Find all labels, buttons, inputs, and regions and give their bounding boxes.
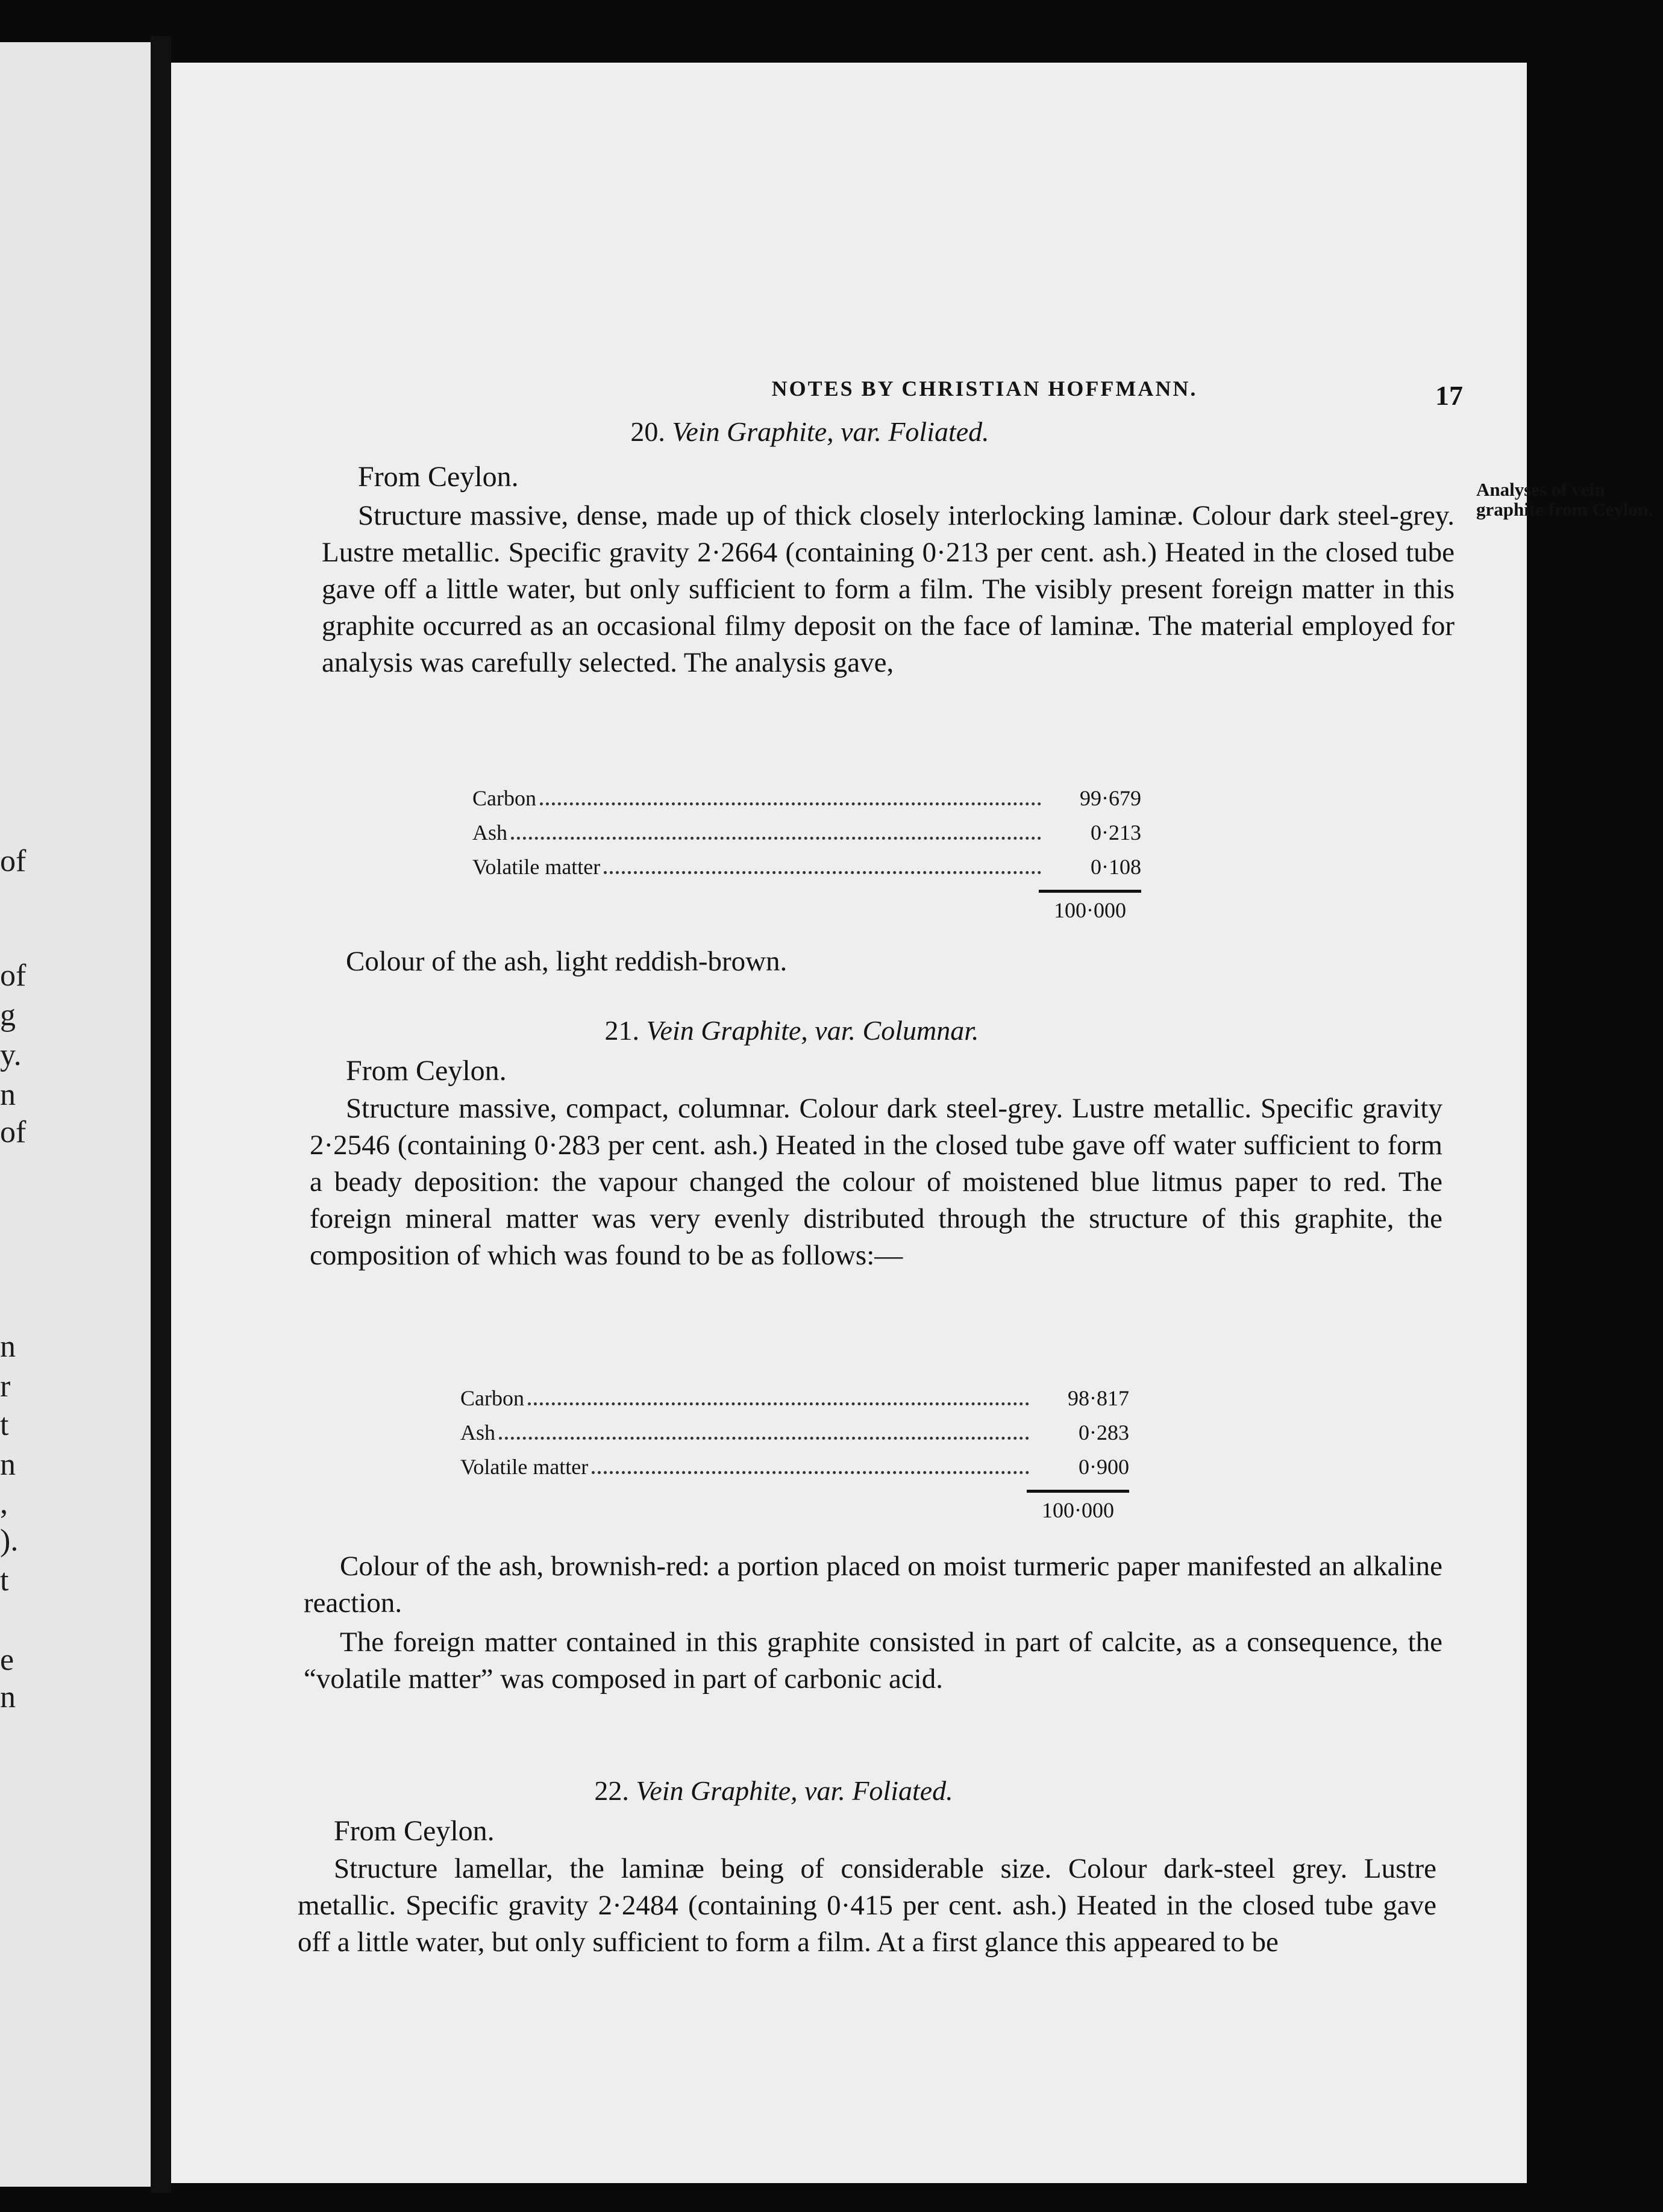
section-number: 20. bbox=[630, 416, 665, 447]
marginal-note: Analyses of vein graphite from Ceylon. bbox=[1476, 479, 1653, 520]
component-value: 0·900 bbox=[1079, 1455, 1129, 1479]
component-label: Volatile matter bbox=[472, 855, 601, 879]
facing-page-fragment: y. bbox=[0, 1038, 22, 1072]
analysis-row bbox=[472, 854, 1141, 889]
specimen-description: Structure massive, compact, columnar. Colour dark steel-grey. Lustre metallic. Specific gravity 2·2546 (containing 0·283 per cent. ash.) Heated in the closed tube gave off water sufficient to form a beady deposition: the vapour changed the colour of moistened blue litmus paper to red. The foreign mineral matter was very evenly distributed through the structure of this graphite, the composition of which was found to be as follows:— bbox=[310, 1093, 1442, 1271]
locality: From Ceylon. bbox=[334, 1815, 495, 1847]
section-number: 22. bbox=[594, 1775, 629, 1806]
facing-page-fragment: t bbox=[0, 1563, 9, 1598]
component-value: 98·817 bbox=[1068, 1386, 1129, 1410]
section-title: Vein Graphite, var. Foliated. bbox=[636, 1775, 953, 1806]
component-label: Carbon bbox=[460, 1386, 524, 1410]
running-head: NOTES BY CHRISTIAN HOFFMANN. bbox=[771, 376, 1198, 401]
book-gutter bbox=[151, 36, 171, 2193]
dot-leader bbox=[604, 871, 1041, 874]
analysis-table bbox=[460, 1386, 1129, 1523]
dot-leader bbox=[528, 1402, 1029, 1405]
analysis-row bbox=[460, 1386, 1129, 1420]
component-value: 0·213 bbox=[1091, 820, 1141, 845]
dot-leader bbox=[511, 837, 1041, 840]
facing-page-fragment: ). bbox=[0, 1523, 19, 1558]
component-label: Ash bbox=[460, 1420, 496, 1445]
facing-page-fragment: g bbox=[0, 998, 16, 1033]
component-label: Volatile matter bbox=[460, 1455, 589, 1479]
page-number: 17 bbox=[1435, 380, 1463, 411]
locality: From Ceylon. bbox=[346, 1055, 507, 1087]
analysis-table bbox=[472, 786, 1141, 923]
component-value: 99·679 bbox=[1080, 786, 1141, 810]
section-title: Vein Graphite, var. Foliated. bbox=[672, 416, 989, 447]
specimen-description: Structure lamellar, the laminæ being of considerable size. Colour dark-steel grey. Lustre metallic. Specific gravity 2·2484 (containing 0·415 per cent. ash.) Heated in the closed tube gave off a little water, but only sufficient to form a film. At a first glance this appeared to be bbox=[298, 1853, 1436, 1958]
specimen-description: Structure massive, dense, made up of thick closely interlocking laminæ. Colour dark steel-grey. Lustre metallic. Specific gravity 2·2664 (containing 0·213 per cent. ash.) Heated in the closed tube gave off a little water, but only sufficient to form a film. The visibly present foreign matter in this graphite occurred as an occasional filmy deposit on the face of laminæ. The material employed for analysis was carefully selected. The analysis gave, bbox=[322, 500, 1455, 678]
page-17 bbox=[171, 63, 1653, 2183]
facing-page-fragment: n bbox=[0, 1329, 16, 1364]
facing-page-edge bbox=[0, 42, 151, 2187]
facing-page-fragment: of bbox=[0, 958, 27, 993]
facing-page-fragment: t bbox=[0, 1408, 9, 1442]
component-label: Carbon bbox=[472, 786, 536, 810]
analysis-row bbox=[460, 1454, 1129, 1489]
facing-page-fragment: r bbox=[0, 1369, 11, 1404]
facing-page-fragment: n bbox=[0, 1680, 16, 1714]
component-value: 0·283 bbox=[1079, 1420, 1129, 1445]
component-label: Ash bbox=[472, 820, 508, 845]
locality: From Ceylon. bbox=[358, 461, 519, 493]
dot-leader bbox=[592, 1471, 1029, 1474]
facing-page-fragment: e bbox=[0, 1643, 14, 1677]
facing-page-fragment: n bbox=[0, 1078, 16, 1112]
foreign-matter-note: The foreign matter contained in this graphite consisted in part of calcite, as a consequence, the “volatile matter” was composed in part of carbonic acid. bbox=[304, 1626, 1442, 1695]
analysis-total: 100·000 bbox=[1054, 898, 1126, 922]
component-value: 0·108 bbox=[1091, 855, 1141, 879]
analysis-row bbox=[460, 1420, 1129, 1454]
section-title: Vein Graphite, var. Columnar. bbox=[646, 1015, 979, 1046]
facing-page-fragment: of bbox=[0, 844, 27, 878]
ash-colour-note: Colour of the ash, brownish-red: a portion placed on moist turmeric paper manifested an alkaline reaction. bbox=[304, 1551, 1442, 1619]
ash-colour-note: Colour of the ash, light reddish-brown. bbox=[346, 946, 788, 977]
analysis-row bbox=[472, 820, 1141, 854]
facing-page-fragment: of bbox=[0, 1115, 27, 1149]
facing-page-fragment: , bbox=[0, 1486, 8, 1520]
dot-leader bbox=[499, 1437, 1029, 1440]
section-heading bbox=[418, 416, 1201, 448]
dot-leader bbox=[540, 802, 1041, 805]
section-heading bbox=[400, 1014, 1183, 1046]
section-number: 21. bbox=[604, 1015, 639, 1046]
section-heading bbox=[382, 1775, 1165, 1807]
analysis-row bbox=[472, 786, 1141, 820]
facing-page-fragment: n bbox=[0, 1448, 16, 1482]
analysis-total: 100·000 bbox=[1042, 1498, 1114, 1522]
